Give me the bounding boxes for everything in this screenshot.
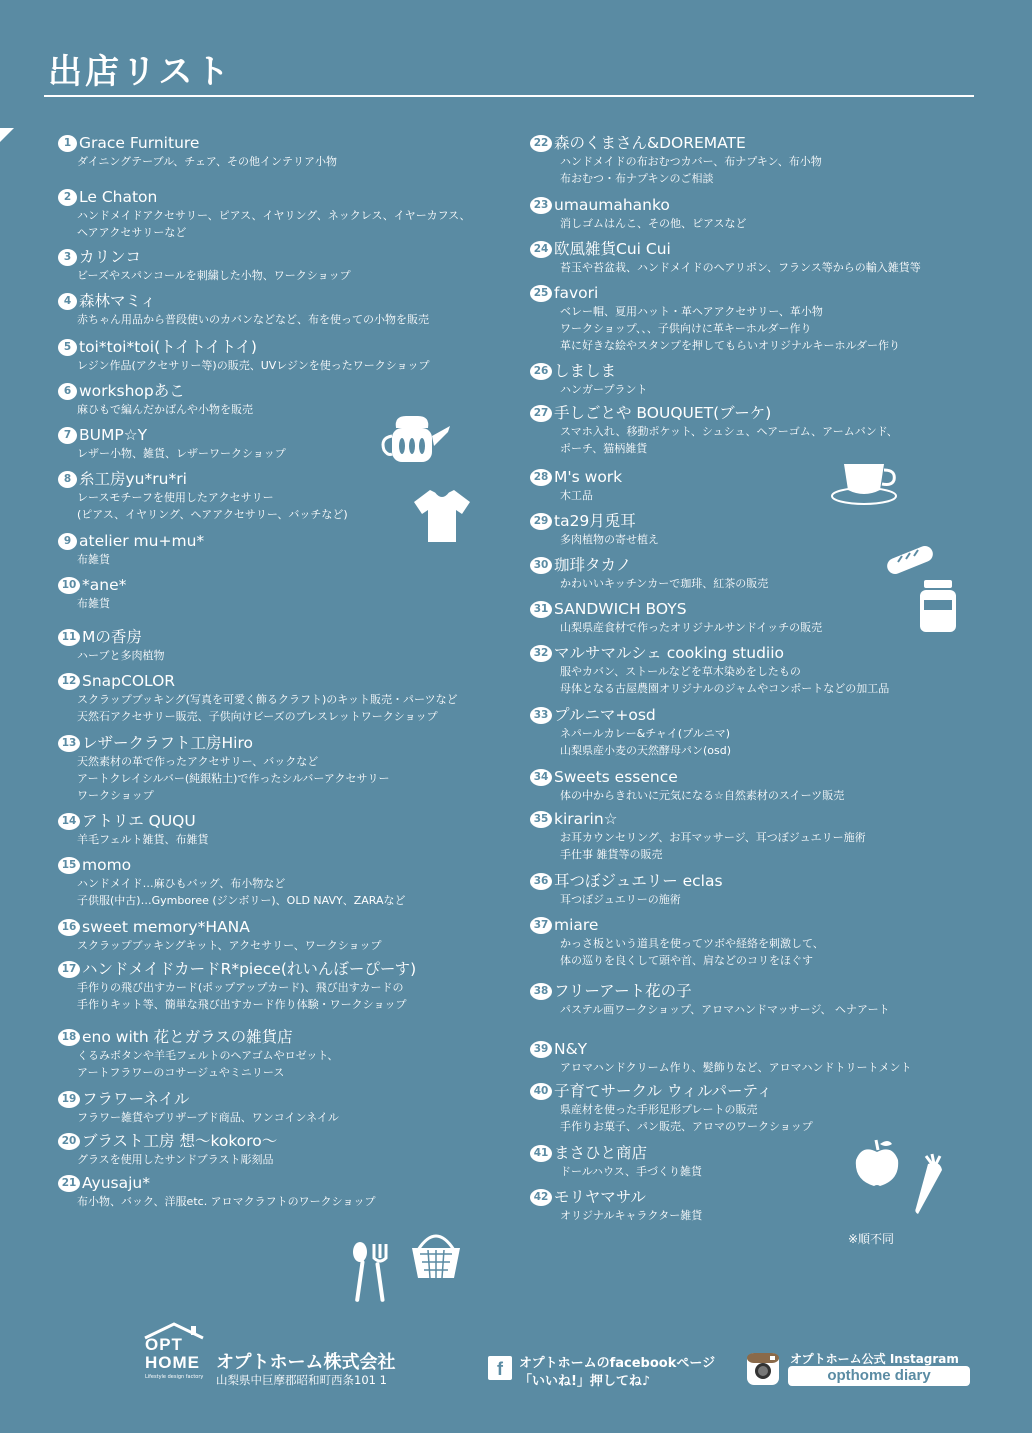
vendor-entry: [58, 133, 508, 170]
vendor-heading: [530, 705, 980, 725]
vendor-number-badge: 9: [58, 533, 77, 550]
company-address: 山梨県中巨摩郡昭和町西条101 1: [216, 1373, 387, 1387]
vendor-description: 体の中からきれいに元気になる☆自然素材のスイーツ販売: [560, 789, 845, 802]
vendor-number-badge: 2: [58, 189, 77, 206]
vendor-description: (ピアス、イヤリング、ヘアアクセサリー、バッチなど): [77, 508, 348, 521]
vendor-entry: [58, 1131, 508, 1168]
vendor-heading: [58, 627, 508, 647]
order-note: ※順不同: [848, 1232, 895, 1246]
vendor-name: ブラスト工房 想〜kokoro〜: [82, 1132, 278, 1150]
vendor-number-badge: 22: [530, 135, 552, 152]
vendor-number-badge: 26: [530, 363, 552, 380]
vendor-number-badge: 12: [58, 673, 80, 690]
company-name: オプトホーム株式会社: [216, 1352, 396, 1373]
vendor-description: 羊毛フェルト雑貨、布雑貨: [77, 833, 209, 846]
vendor-description: 県産材を使った手形足形プレートの販売: [560, 1103, 758, 1116]
vendor-description: パステル画ワークショップ、アロマハンドマッサージ、 ヘナアート: [560, 1003, 890, 1016]
vendor-number-badge: 27: [530, 405, 552, 422]
vendor-heading: [530, 981, 980, 1001]
vendor-heading: [530, 195, 980, 215]
vendor-heading: [58, 671, 508, 691]
vendor-entry: [58, 959, 508, 1013]
vendor-number-badge: 31: [530, 601, 552, 618]
vendor-heading: [530, 1039, 980, 1059]
vendor-description: 耳つぼジュエリーの施術: [560, 893, 681, 906]
vendor-heading: [58, 917, 508, 937]
vendor-entry: [58, 187, 508, 241]
vendor-description: ハンドメイドの布おむつカバー、布ナプキン、布小物: [560, 155, 822, 168]
vendor-heading: [58, 959, 508, 979]
vendor-description: 革に好きな絵やスタンプを押してもらいオリジナルキーホルダー作り: [560, 339, 901, 352]
vendor-name: フリーアート花の子: [554, 982, 692, 1000]
vendor-number-badge: 33: [530, 707, 552, 724]
vendor-entry: [530, 283, 980, 354]
spoon-fork-illustration: [346, 1240, 394, 1306]
vendor-name: M's work: [554, 468, 623, 486]
vendor-name: マルサマルシェ cooking studiio: [554, 644, 785, 662]
vendor-name: atelier mu+mu*: [79, 532, 205, 550]
vendor-name: 耳つぼジュエリー eclas: [554, 872, 723, 890]
cup-illustration: [830, 456, 898, 506]
vendor-description: 布おむつ・布ナプキンのご相談: [560, 172, 714, 185]
vendor-entry: [530, 767, 980, 804]
vendor-description: アートフラワーのコサージュやミニリース: [77, 1066, 285, 1079]
vendor-name: workshopあこ: [79, 382, 185, 400]
vendor-heading: [530, 467, 980, 487]
vendor-description: 消しゴムはんこ、その他、ピアスなど: [560, 217, 747, 230]
vendor-description: 天然石アクセサリー販売、子供向けビーズのブレスレットワークショップ: [77, 710, 438, 723]
vendor-number-badge: 13: [58, 735, 80, 752]
vendor-heading: [530, 1081, 980, 1101]
vendor-heading: [58, 1131, 508, 1151]
instagram-icon: [746, 1352, 780, 1386]
vendor-number-badge: 42: [530, 1189, 552, 1206]
vendor-number-badge: 30: [530, 557, 552, 574]
vendor-description: 体の巡りを良くして頭や首、肩などのコリをほぐす: [560, 954, 813, 967]
vendor-description: 山梨県産食材で作ったオリジナルサンドイッチの販売: [560, 621, 823, 634]
vendor-description: 多肉植物の寄せ植え: [560, 533, 659, 546]
vendor-description: レジン作品(アクセサリー等)の販売、UVレジンを使ったワークショップ: [77, 359, 430, 372]
vendor-name: まさひと商店: [554, 1144, 648, 1162]
vendor-heading: [530, 643, 980, 663]
vendor-name: Grace Furniture: [79, 134, 200, 152]
vendor-heading: [530, 239, 980, 259]
vendor-heading: [530, 767, 980, 787]
vendor-heading: [530, 809, 980, 829]
bread-illustration: [884, 540, 936, 580]
vendor-heading: [58, 337, 508, 357]
vendor-description: ワークショップ: [77, 789, 154, 802]
teapot-illustration: [378, 408, 456, 470]
vendor-name: N&Y: [554, 1040, 588, 1058]
vendor-number-badge: 38: [530, 983, 552, 1000]
vendor-number-badge: 28: [530, 469, 552, 486]
vendor-description: グラスを使用したサンドブラスト彫刻品: [77, 1153, 274, 1166]
vendor-description: スクラップブッキングキット、アクセサリー、ワークショップ: [77, 939, 382, 952]
instagram-label: オプトホーム公式 Instagram: [790, 1352, 959, 1366]
vendor-name: ハンドメイドカードR*piece(れいんぼーぴーす): [82, 960, 417, 978]
vendor-description: 木工品: [560, 489, 593, 502]
vendor-entry: [58, 337, 508, 374]
vendor-entry: [530, 361, 980, 398]
vendor-heading: [530, 283, 980, 303]
vendor-heading: [58, 1027, 508, 1047]
vendor-description: スクラップブッキング(写真を可愛く飾るクラフト)のキット販売・パーツなど: [77, 693, 458, 706]
vendor-heading: [530, 361, 980, 381]
vendor-entry: [58, 811, 508, 848]
vendor-entry: [530, 705, 980, 759]
vendor-name: カリンコ: [79, 248, 142, 266]
vendor-heading: [58, 855, 508, 875]
vendor-description: レースモチーフを使用したアクセサリー: [77, 491, 274, 504]
vendor-heading: [58, 247, 508, 267]
vendor-name: eno with 花とガラスの雑貨店: [82, 1028, 293, 1046]
vendor-number-badge: 3: [58, 249, 77, 266]
vendor-number-badge: 10: [58, 577, 80, 594]
vendor-description: 布雑貨: [77, 597, 110, 610]
vendor-entry: [530, 871, 980, 908]
vendor-description: ハンガープラント: [560, 383, 648, 396]
vendor-description: ビーズやスパンコールを刺繍した小物、ワークショップ: [77, 269, 351, 282]
vendor-name: モリヤマサル: [554, 1188, 646, 1206]
vendor-description: オリジナルキャラクター雑貨: [560, 1209, 703, 1222]
vendor-number-badge: 34: [530, 769, 552, 786]
vendor-description: ハーブと多肉植物: [77, 649, 165, 662]
vendor-number-badge: 35: [530, 811, 552, 828]
vendor-number-badge: 40: [530, 1083, 552, 1100]
vendor-description: 布雑貨: [77, 553, 110, 566]
vendor-name: プルニマ+osd: [554, 706, 656, 724]
vendor-name: miare: [554, 916, 599, 934]
vendor-description: かわいいキッチンカーで珈琲、紅茶の販売: [560, 577, 769, 590]
vendor-name: 森林マミィ: [79, 292, 156, 310]
vendor-description: フラワー雑貨やプリザーブド商品、ワンコインネイル: [77, 1111, 339, 1124]
vendor-name: Sweets essence: [554, 768, 678, 786]
vendor-heading: [530, 915, 980, 935]
vendor-description: くるみボタンや羊毛フェルトのヘアゴムやロゼット、: [77, 1049, 339, 1062]
vendor-entry: [58, 1089, 508, 1126]
vendor-entry: [530, 239, 980, 276]
vendor-name: しましま: [554, 362, 617, 380]
vendor-heading: [58, 133, 508, 153]
shirt-illustration: [412, 486, 472, 546]
vendor-description: かっさ板という道具を使ってツボや経絡を刺激して、: [560, 937, 824, 950]
vendor-name: *ane*: [82, 576, 127, 594]
vendor-entry: [530, 1081, 980, 1135]
vendor-number-badge: 6: [58, 383, 77, 400]
vendor-entry: [58, 1173, 508, 1210]
vendor-entry: [58, 1027, 508, 1081]
vendor-entry: [530, 195, 980, 232]
vendor-heading: [58, 381, 508, 401]
vendor-entry: [530, 467, 980, 504]
vendor-number-badge: 14: [58, 813, 80, 830]
vendor-name: SANDWICH BOYS: [554, 600, 687, 618]
vendor-number-badge: 15: [58, 857, 80, 874]
vendor-entry: [530, 809, 980, 863]
vendor-description: ネパールカレー&チャイ(プルニマ): [560, 727, 731, 740]
vendor-name: favori: [554, 284, 599, 302]
vendor-entry: [530, 133, 980, 187]
vendor-name: 糸工房yu*ru*ri: [79, 470, 187, 488]
vendor-heading: [58, 291, 508, 311]
vendor-heading: [530, 403, 980, 423]
vendor-number-badge: 4: [58, 293, 77, 310]
vendor-number-badge: 21: [58, 1175, 80, 1192]
vendor-number-badge: 29: [530, 513, 552, 530]
vendor-entry: [58, 247, 508, 284]
logo-line-home: HOME: [145, 1353, 200, 1372]
vendor-number-badge: 32: [530, 645, 552, 662]
vendor-number-badge: 41: [530, 1145, 552, 1162]
vendor-heading: [58, 575, 508, 595]
facebook-icon: f: [488, 1356, 512, 1380]
vendor-description: スマホ入れ、移動ポケット、シュシュ、ヘアーゴム、アームバンド、: [560, 425, 898, 438]
vendor-entry: [530, 981, 980, 1018]
vendor-description: ドールハウス、手づくり雑貨: [560, 1165, 703, 1178]
vendor-entry: [530, 599, 980, 636]
vendor-description: 手仕事 雑貨等の販売: [560, 848, 663, 861]
vendor-name: フラワーネイル: [82, 1090, 190, 1108]
vendor-heading: [58, 811, 508, 831]
vendor-name: 森のくまさん&DOREMATE: [554, 134, 746, 152]
vendor-description: 山梨県産小麦の天然酵母パン(osd): [560, 744, 732, 757]
vendor-entry: [58, 671, 508, 725]
carrot-illustration: [908, 1152, 948, 1216]
vendor-number-badge: 11: [58, 629, 80, 646]
vendor-name: sweet memory*HANA: [82, 918, 250, 936]
vendor-description: アートクレイシルバー(純銀粘土)で作ったシルバーアクセサリー: [77, 772, 390, 785]
vendor-entry: [58, 627, 508, 664]
vendor-description: 手作りお菓子、パン販売、アロマのワークショップ: [560, 1120, 813, 1133]
vendor-description: 服やカバン、ストールなどを草木染めをしたもの: [560, 665, 801, 678]
vendor-description: 布小物、バック、洋服etc. アロマクラフトのワークショップ: [77, 1195, 376, 1208]
vendor-heading: [530, 511, 980, 531]
vendor-name: BUMP☆Y: [79, 426, 148, 444]
facebook-like-label: 「いいね!」押してね♪: [519, 1374, 651, 1389]
vendor-name: 欧風雑貨Cui Cui: [554, 240, 671, 258]
vendor-heading: [530, 599, 980, 619]
vendor-entry: [58, 855, 508, 909]
vendor-number-badge: 17: [58, 961, 80, 978]
vendor-name: Le Chaton: [79, 188, 158, 206]
corner-marker: [0, 128, 14, 156]
apple-illustration: [852, 1136, 902, 1188]
vendor-name: Ayusaju*: [82, 1174, 151, 1192]
vendor-heading: [530, 133, 980, 153]
vendor-number-badge: 7: [58, 427, 77, 444]
facebook-page-label: オプトホームのfacebookページ: [519, 1356, 716, 1371]
vendor-entry: [530, 915, 980, 969]
vendor-number-badge: 25: [530, 285, 552, 302]
vendor-number-badge: 36: [530, 873, 552, 890]
vendor-description: ダイニングテーブル、チェア、その他インテリア小物: [77, 155, 338, 168]
vendor-description: 子供服(中古)…Gymboree (ジンボリー)、OLD NAVY、ZARAなど: [77, 894, 406, 907]
logo-tagline: Lifestyle design factory: [145, 1374, 204, 1380]
vendor-name: SnapCOLOR: [82, 672, 176, 690]
vendor-description: アロマハンドクリーム作り、髪飾りなど、アロマハンドトリートメント: [560, 1061, 912, 1074]
vendor-heading: [530, 871, 980, 891]
vendor-number-badge: 16: [58, 919, 80, 936]
vendor-name: 子育てサークル ウィルパーティ: [554, 1082, 773, 1100]
vendor-heading: [58, 733, 508, 753]
vendor-name: アトリエ QUQU: [82, 812, 196, 830]
vendor-entry: [58, 291, 508, 328]
vendor-description: 赤ちゃん用品から普段使いのカバンなどなど、布を使っての小物を販売: [77, 313, 429, 326]
vendor-description: 天然素材の革で作ったアクセサリー、バックなど: [77, 755, 319, 768]
vendor-heading: [58, 187, 508, 207]
vendor-entry: [58, 575, 508, 612]
vendor-description: 苔玉や苔盆栽、ハンドメイドのヘアリボン、フランス等からの輸入雑貨等: [560, 261, 921, 274]
vendor-heading: [58, 1173, 508, 1193]
vendor-number-badge: 23: [530, 197, 552, 214]
vendor-description: 手作りキット等、簡単な飛び出すカード作り体験・ワークショップ: [77, 998, 407, 1011]
vendor-name: momo: [82, 856, 132, 874]
vendor-name: レザークラフト工房Hiro: [82, 734, 253, 752]
title-divider: [44, 95, 974, 97]
vendor-name: umaumahanko: [554, 196, 670, 214]
logo-wordmark: [145, 1336, 200, 1372]
vendor-number-badge: 19: [58, 1091, 80, 1108]
vendor-entry: [530, 403, 980, 457]
vendor-name: kirarin☆: [554, 810, 618, 828]
vendor-name: 手しごとや BOUQUET(ブーケ): [554, 404, 772, 422]
vendor-description: ポーチ、猫柄雑貨: [560, 442, 648, 455]
vendor-number-badge: 8: [58, 471, 77, 488]
vendor-heading: [58, 1089, 508, 1109]
vendor-entry: [58, 733, 508, 804]
vendor-description: ワークショップ、、、子供向けに革キーホルダー作り: [560, 322, 812, 335]
vendor-name: 珈琲タカノ: [554, 556, 632, 574]
vendor-number-badge: 24: [530, 241, 552, 258]
vendor-number-badge: 5: [58, 339, 77, 356]
vendor-number-badge: 18: [58, 1029, 80, 1046]
vendor-description: お耳カウンセリング、お耳マッサージ、耳つぼジュエリー施術: [560, 831, 866, 844]
vendor-description: ベレー帽、夏用ハット・革ヘアアクセサリー、革小物: [560, 305, 823, 318]
vendor-description: 母体となる古屋農園オリジナルのジャムやコンポートなどの加工品: [560, 682, 890, 695]
vendor-description: ハンドメイドアクセサリー、ピアス、イヤリング、ネックレス、イヤーカフス、: [77, 209, 471, 222]
vendor-entry: [530, 1039, 980, 1076]
vendor-description: 麻ひもで編んだかばんや小物を販売: [77, 403, 253, 416]
vendor-name: toi*toi*toi(トイトイトイ): [79, 338, 257, 356]
basket-illustration: [408, 1224, 464, 1280]
vendor-number-badge: 37: [530, 917, 552, 934]
vendor-name: Mの香房: [82, 628, 142, 646]
instagram-handle: opthome diary: [788, 1366, 970, 1386]
vendor-name: ta29月兎耳: [554, 512, 636, 530]
vendor-description: ヘアアクセサリーなど: [77, 226, 187, 239]
vendor-number-badge: 1: [58, 135, 77, 152]
page-title: 出店リスト: [48, 52, 233, 92]
vendor-entry: [58, 917, 508, 954]
vendor-entry: [530, 643, 980, 697]
vendor-number-badge: 20: [58, 1133, 80, 1150]
vendor-description: 手作りの飛び出すカード(ポップアップカード)、飛び出すカードの: [77, 981, 404, 994]
vendor-number-badge: 39: [530, 1041, 552, 1058]
jam-jar-illustration: [916, 578, 960, 634]
logo-line-opt: OPT: [145, 1335, 183, 1354]
vendor-description: レザー小物、雑貨、レザーワークショップ: [77, 447, 286, 460]
vendor-description: ハンドメイド…麻ひもバッグ、布小物など: [77, 877, 286, 890]
